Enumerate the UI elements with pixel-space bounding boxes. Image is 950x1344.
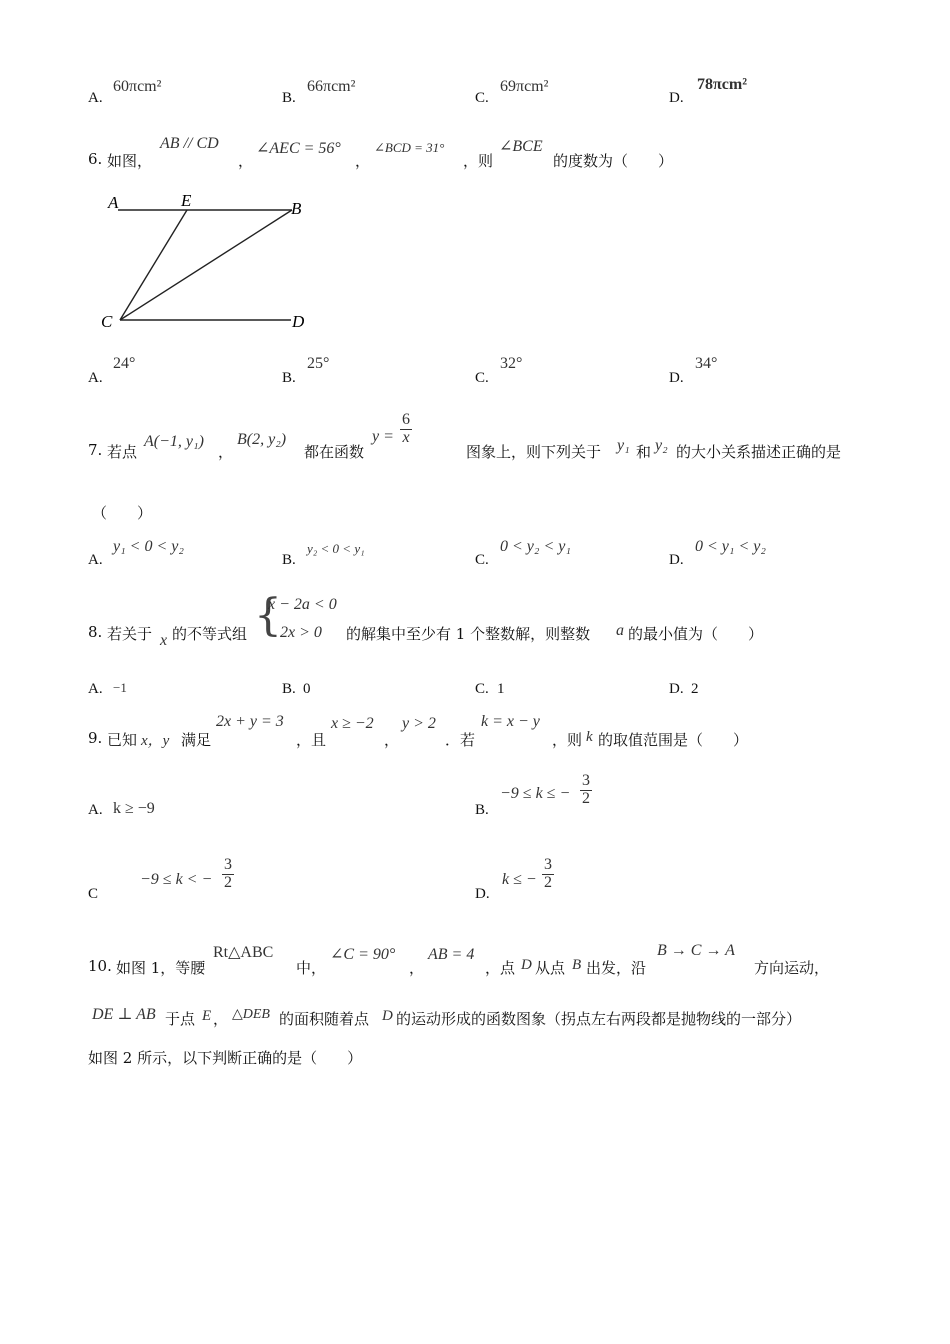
q9-number: 9. — [88, 729, 103, 747]
q8-option-a-label: A. — [88, 681, 103, 697]
q9-option-b-label: B. — [475, 802, 489, 818]
q5-option-c-value: 69πcm² — [500, 78, 549, 95]
q9-d-frac-den: 2 — [544, 873, 552, 891]
q9-text-1: 已知 — [107, 731, 138, 749]
q5-option-b-label: B. — [282, 90, 296, 106]
label-e: E — [181, 191, 192, 210]
q8-option-c-label: C. — [475, 681, 489, 697]
q5-option-b-value: 66πcm² — [307, 78, 356, 95]
q9-text-5: ，则 — [552, 731, 583, 749]
q10-point-d-2: D — [382, 1008, 393, 1024]
q9-c-frac-num: 3 — [224, 856, 232, 873]
q6-option-d-value: 34° — [695, 355, 718, 372]
q6-target-angle: ∠BCE — [499, 138, 543, 155]
line-cb — [120, 210, 292, 320]
q6-text-3: 的度数为（ ） — [553, 152, 674, 170]
q9-option-d-fraction — [542, 857, 554, 892]
q10-path: B → C → A — [657, 942, 735, 959]
q7-y1: y₁ — [617, 437, 630, 454]
q9-eq-2: x ≥ −2 — [331, 715, 374, 732]
q8-inequality-1: x − 2a < 0 — [268, 596, 337, 613]
q7-fraction-num: 6 — [402, 411, 410, 428]
q9-eq-3: y > 2 — [402, 715, 436, 732]
q5-option-a-label: A. — [88, 90, 103, 106]
q7-option-d-value: 0 < y₁ < y₂ — [695, 538, 766, 555]
q9-text-2: 满足 — [181, 731, 212, 749]
q10-point-d: D — [521, 957, 532, 973]
q9-d-frac-num: 3 — [544, 856, 552, 873]
q9-vars-xy: x，y — [141, 733, 170, 749]
q6-sep-2: ， — [355, 152, 371, 170]
q10-text-1: 如图 1，等腰 — [116, 959, 206, 977]
q10-text-3: ，点 — [485, 959, 516, 977]
q6-cond-parallel: AB // CD — [160, 135, 219, 152]
q5-option-a-value: 60πcm² — [113, 78, 162, 95]
q8-option-a-value: −1 — [113, 680, 127, 695]
q7-func-y: y = — [372, 428, 394, 445]
q7-option-d-label: D. — [669, 552, 684, 568]
q6-sep-1: ， — [238, 152, 254, 170]
q8-option-b-value: 0 — [303, 681, 311, 697]
q7-text-3: 图象上，则下列关于 — [466, 443, 602, 461]
q6-option-c-value: 32° — [500, 355, 523, 372]
label-b: B — [291, 199, 302, 218]
q7-fraction — [400, 412, 412, 447]
q6-option-c-label: C. — [475, 370, 489, 386]
q9-text-3: ，且 — [296, 731, 327, 749]
label-a: A — [108, 193, 119, 212]
q6-text-1: 如图， — [107, 152, 153, 170]
q9-sep: ， — [384, 731, 400, 749]
q6-cond-aec: ∠AEC = 56° — [256, 140, 341, 157]
label-c: C — [101, 312, 113, 331]
q7-option-a-label: A. — [88, 552, 103, 568]
q9-option-b-fraction — [580, 773, 592, 808]
q10-eq-ab: AB = 4 — [428, 946, 475, 963]
q7-fraction-den: x — [402, 428, 410, 446]
q8-var-a: a — [616, 622, 624, 639]
q10-text-8: ， — [213, 1010, 229, 1028]
q8-system-brace: { — [254, 590, 282, 641]
q7-option-a-value: y₁ < 0 < y₂ — [113, 538, 184, 555]
q9-eq-1: 2x + y = 3 — [216, 713, 284, 730]
q10-eq-perp: DE ⊥ AB — [92, 1006, 156, 1023]
q6-option-d-label: D. — [669, 370, 684, 386]
q10-text-2: 中， — [296, 959, 327, 977]
q9-b-frac-num: 3 — [582, 772, 590, 789]
q8-number: 8. — [88, 623, 103, 641]
q9-var-k: k — [586, 729, 593, 745]
q10-point-b: B — [572, 957, 582, 973]
q9-option-d-value: k ≤ − — [502, 871, 537, 888]
q10-triangle-deb: △DEB — [232, 1007, 270, 1022]
q8-inequality-2: 2x > 0 — [280, 624, 322, 641]
q10-text-7: 于点 — [165, 1010, 196, 1028]
q7-sep: ， — [218, 443, 234, 461]
q7-number: 7. — [88, 441, 103, 459]
q7-option-b-value: y₂ < 0 < y₁ — [307, 541, 365, 556]
q6-option-a-value: 24° — [113, 355, 136, 372]
q9-option-c-fraction — [222, 857, 234, 892]
q8-var-x: x — [160, 632, 168, 649]
q10-number: 10. — [88, 957, 112, 975]
q9-option-a-value: k ≥ −9 — [113, 800, 155, 817]
q8-option-c-value: 1 — [497, 681, 505, 697]
label-d: D — [292, 312, 305, 331]
q7-text-2: 都在函数 — [304, 443, 365, 461]
q5-option-c-label: C. — [475, 90, 489, 106]
q6-cond-bcd: ∠BCD = 31° — [374, 140, 445, 155]
q6-option-b-label: B. — [282, 370, 296, 386]
q8-text-3: 的解集中至少有 1 个整数解，则整数 — [346, 625, 591, 643]
q7-and: 和 — [636, 443, 652, 461]
q7-point-a: A(−1, y₁) — [144, 433, 204, 450]
q7-option-b-label: B. — [282, 552, 296, 568]
q10-point-e: E — [202, 1008, 212, 1024]
q9-option-b-value: −9 ≤ k ≤ − — [500, 785, 571, 802]
q7-option-c-label: C. — [475, 552, 489, 568]
q10-rt-triangle: Rt△ABC — [213, 944, 274, 961]
q9-text-6: 的取值范围是（ ） — [598, 731, 749, 749]
q7-text-1: 若点 — [107, 443, 138, 461]
line-ce — [120, 210, 187, 320]
q7-y2: y₂ — [655, 437, 668, 454]
q9-eq-4: k = x − y — [481, 713, 540, 730]
q8-text-4: 的最小值为（ ） — [628, 625, 764, 643]
q9-option-d-label: D. — [475, 886, 490, 902]
q6-option-a-label: A. — [88, 370, 103, 386]
q6-text-2: ，则 — [463, 152, 494, 170]
q9-c-frac-den: 2 — [224, 873, 232, 891]
q7-text-4: 的大小关系描述正确的是 — [676, 443, 842, 461]
q8-text-1: 若关于 — [107, 625, 153, 643]
q9-option-c-label: C — [88, 886, 99, 902]
q9-option-a-label: A. — [88, 802, 103, 818]
q6-geometry-figure — [95, 188, 325, 338]
q6-number: 6. — [88, 150, 103, 168]
q9-b-frac-den: 2 — [582, 789, 590, 807]
q5-option-d-value: 78πcm² — [697, 76, 747, 93]
q7-option-c-value: 0 < y₂ < y₁ — [500, 538, 571, 555]
q9-option-c-value: −9 ≤ k < − — [140, 871, 213, 888]
q8-option-d-value: 2 — [691, 681, 699, 697]
q6-option-b-value: 25° — [307, 355, 330, 372]
q10-text-5: 出发，沿 — [586, 959, 647, 977]
q10-text-10: 的运动形成的函数图象（拐点左右两段都是抛物线的一部分） — [396, 1010, 802, 1028]
q8-option-d-label: D. — [669, 681, 684, 697]
q10-sep: ， — [409, 959, 425, 977]
q5-option-d-label: D. — [669, 90, 684, 106]
q9-text-4: ．若 — [445, 731, 476, 749]
q10-text-9: 的面积随着点 — [279, 1010, 370, 1028]
q7-answer-paren: （ ） — [92, 504, 153, 522]
q8-text-2: 的不等式组 — [172, 625, 248, 643]
q10-line-3: 如图 2 所示，以下判断正确的是（ ） — [88, 1049, 363, 1067]
q7-point-b: B(2, y₂) — [237, 431, 287, 448]
q8-option-b-label: B. — [282, 681, 296, 697]
q10-eq-angle: ∠C = 90° — [330, 946, 396, 963]
q10-text-4: 从点 — [535, 959, 566, 977]
q10-text-6: 方向运动， — [754, 959, 830, 977]
